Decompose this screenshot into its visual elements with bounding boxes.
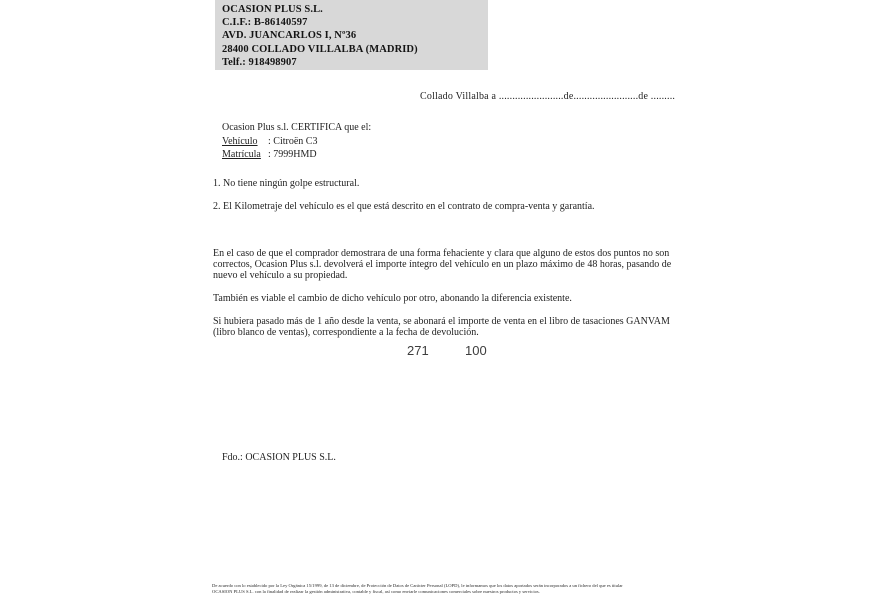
- paragraph-exchange: También es viable el cambio de dicho vehículo por otro, abonando la diferencia existente.: [213, 293, 572, 304]
- plate-row: [222, 148, 371, 162]
- vehicle-value: : Citroën C3: [268, 135, 318, 147]
- signature-line: Fdo.: OCASION PLUS S.L.: [222, 452, 336, 463]
- company-cif: C.I.F.: B-86140597: [222, 17, 308, 29]
- body-paragraphs: [213, 248, 673, 348]
- company-address: AVD. JUANCARLOS I, Nº36: [222, 30, 357, 42]
- company-name: OCASION PLUS S.L.: [222, 4, 323, 15]
- paragraph-tasaciones: Si hubiera pasado más de 1 año desde la venta, se abonará el importe de venta en el libro de tasaciones GANVAM (libro blanco de ventas), correspondiente a la fecha de devolución.: [213, 316, 670, 338]
- overlay-number-left: 271: [407, 343, 429, 358]
- plate-label: Matrícula: [222, 149, 261, 160]
- date-line: Collado Villalba a ........................de........................de .........: [420, 91, 676, 102]
- footer-fineprint-line2: OCASION PLUS S.L. con la finalidad de realizar la gestión administrativa, contable y fiscal, así como enviarle comunicaciones comerciales sobre nuestros productos y servicios.: [212, 588, 540, 594]
- condition-item-1: 1. No tiene ningún golpe estructural.: [213, 178, 360, 189]
- company-letterhead-block: [215, 0, 488, 70]
- company-city: 28400 COLLADO VILLALBA (MADRID): [222, 43, 418, 55]
- paragraph-refund: En el caso de que el comprador demostrara de una forma fehaciente y clara que alguno de estos dos puntos no son correctos, Ocasion Plus s.l. devolverá el importe íntegro del vehículo en un plazo máximo de 48 horas, pasando de nuevo el vehículo a su propiedad.: [213, 248, 672, 281]
- condition-items: [213, 178, 675, 223]
- plate-value: : 7999HMD: [268, 149, 317, 160]
- footer-fineprint: [212, 583, 670, 594]
- certify-intro: Ocasion Plus s.l. CERTIFICA que el:: [222, 122, 372, 133]
- company-phone: Telf.: 918498907: [222, 56, 297, 68]
- certification-block: [222, 121, 371, 162]
- condition-item-2: 2. El Kilometraje del vehículo es el que está descrito en el contrato de compra-venta y garantía.: [213, 200, 595, 212]
- overlay-number-right: 100: [465, 343, 487, 358]
- footer-fineprint-line1: De acuerdo con lo establecido por la Ley Orgánica 15/1999, de 13 de diciembre, de Protección de Datos de Carácter Personal (LOPD), le informamos que los datos aportados serán incorporados a un fichero del que es titular: [212, 583, 623, 588]
- vehicle-row: [222, 135, 371, 149]
- vehicle-label: Vehículo: [222, 135, 258, 147]
